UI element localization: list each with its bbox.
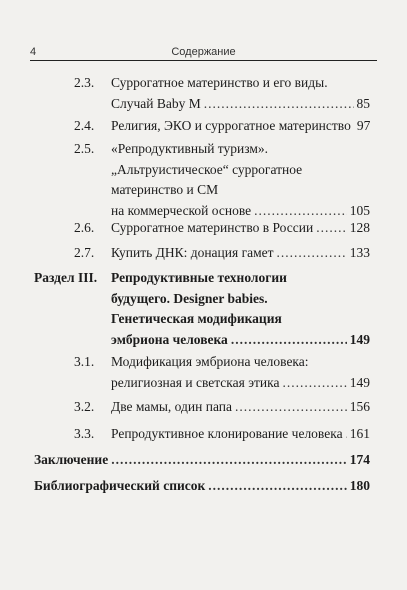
- toc-entry-3-1[interactable]: [74, 352, 370, 393]
- section-number: 2.4.: [74, 118, 95, 133]
- entry-title-line: эмбриона человека: [111, 331, 228, 347]
- section-number: 3.1.: [74, 354, 95, 369]
- section-number: 3.3.: [74, 426, 95, 441]
- entry-title-line: Заключение: [34, 452, 109, 467]
- entry-title-line: „Альтруистическое“ суррогатное: [111, 161, 303, 177]
- entry-title-line: Репродуктивное клонирование человека: [111, 426, 343, 441]
- page-ref: 180: [349, 478, 370, 493]
- page-ref: 85: [356, 95, 370, 111]
- dot-leader: [208, 476, 346, 497]
- entry-title-line: Купить ДНК: донация гамет: [111, 245, 274, 260]
- dot-leader: [346, 424, 347, 445]
- toc-entry-2-5[interactable]: [74, 139, 370, 221]
- page-ref: 149: [349, 331, 370, 347]
- toc-entry-2-4[interactable]: [74, 116, 371, 137]
- toc-entry-conclusion[interactable]: [34, 450, 370, 471]
- header-rule: [30, 60, 377, 61]
- entry-title-line: будущего. Designer babies.: [111, 290, 268, 306]
- dot-leader: [204, 94, 354, 115]
- page-ref: 133: [349, 245, 370, 260]
- entry-title-line: религиозная и светская этика: [111, 374, 280, 390]
- section-number: 3.2.: [74, 399, 95, 414]
- toc-entry-3-3[interactable]: [74, 424, 370, 445]
- dot-leader: [235, 397, 347, 418]
- page-ref: 149: [349, 374, 370, 390]
- toc-entry-3-2[interactable]: [74, 397, 370, 418]
- entry-title-line: Две мамы, один папа: [111, 399, 232, 414]
- running-title: Содержание: [171, 46, 236, 58]
- page-ref: 174: [349, 452, 370, 467]
- toc-entry-bibliography[interactable]: [34, 476, 370, 497]
- entry-title-line: Суррогатное материнство и его виды.: [111, 75, 328, 90]
- entry-title-line: на коммерческой основе: [111, 202, 252, 218]
- dot-leader: [231, 330, 347, 351]
- entry-title-line: Репродуктивные технологии: [111, 270, 287, 285]
- section-number: 2.7.: [74, 245, 95, 260]
- entry-title-line: Случай Baby M: [111, 95, 201, 111]
- dot-leader: [111, 450, 347, 471]
- entry-title-line: материнство и СМ: [111, 182, 219, 197]
- section-number: 2.5.: [74, 141, 95, 156]
- toc-entry-section-3[interactable]: [34, 268, 370, 350]
- entry-title-line: Суррогатное материнство в России: [111, 220, 314, 235]
- section-number: 2.6.: [74, 220, 95, 235]
- page-ref: 156: [349, 399, 370, 414]
- page-ref: 161: [349, 426, 370, 441]
- section-number: 2.3.: [74, 75, 95, 90]
- dot-leader: [282, 373, 346, 394]
- toc-entry-2-6[interactable]: [74, 218, 370, 239]
- page-header: [30, 45, 377, 61]
- page-ref: 105: [349, 202, 370, 218]
- entry-title-line: «Репродуктивный туризм».: [111, 141, 269, 156]
- entry-title-line: Религия, ЭКО и суррогатное материнство: [111, 118, 351, 133]
- dot-leader: [316, 218, 347, 239]
- page-ref: 97: [356, 118, 371, 133]
- entry-title-line: Модификация эмбриона человека:: [111, 354, 309, 369]
- toc-entry-2-3[interactable]: [74, 73, 370, 114]
- page-number: 4: [30, 46, 37, 58]
- section-number: Раздел III.: [34, 270, 98, 285]
- toc-entry-2-7[interactable]: [74, 243, 370, 264]
- dot-leader: [277, 243, 347, 264]
- entry-title-line: Библиографический список: [34, 478, 206, 493]
- entry-title-line: Генетическая модификация: [111, 311, 282, 326]
- page-ref: 128: [349, 220, 370, 235]
